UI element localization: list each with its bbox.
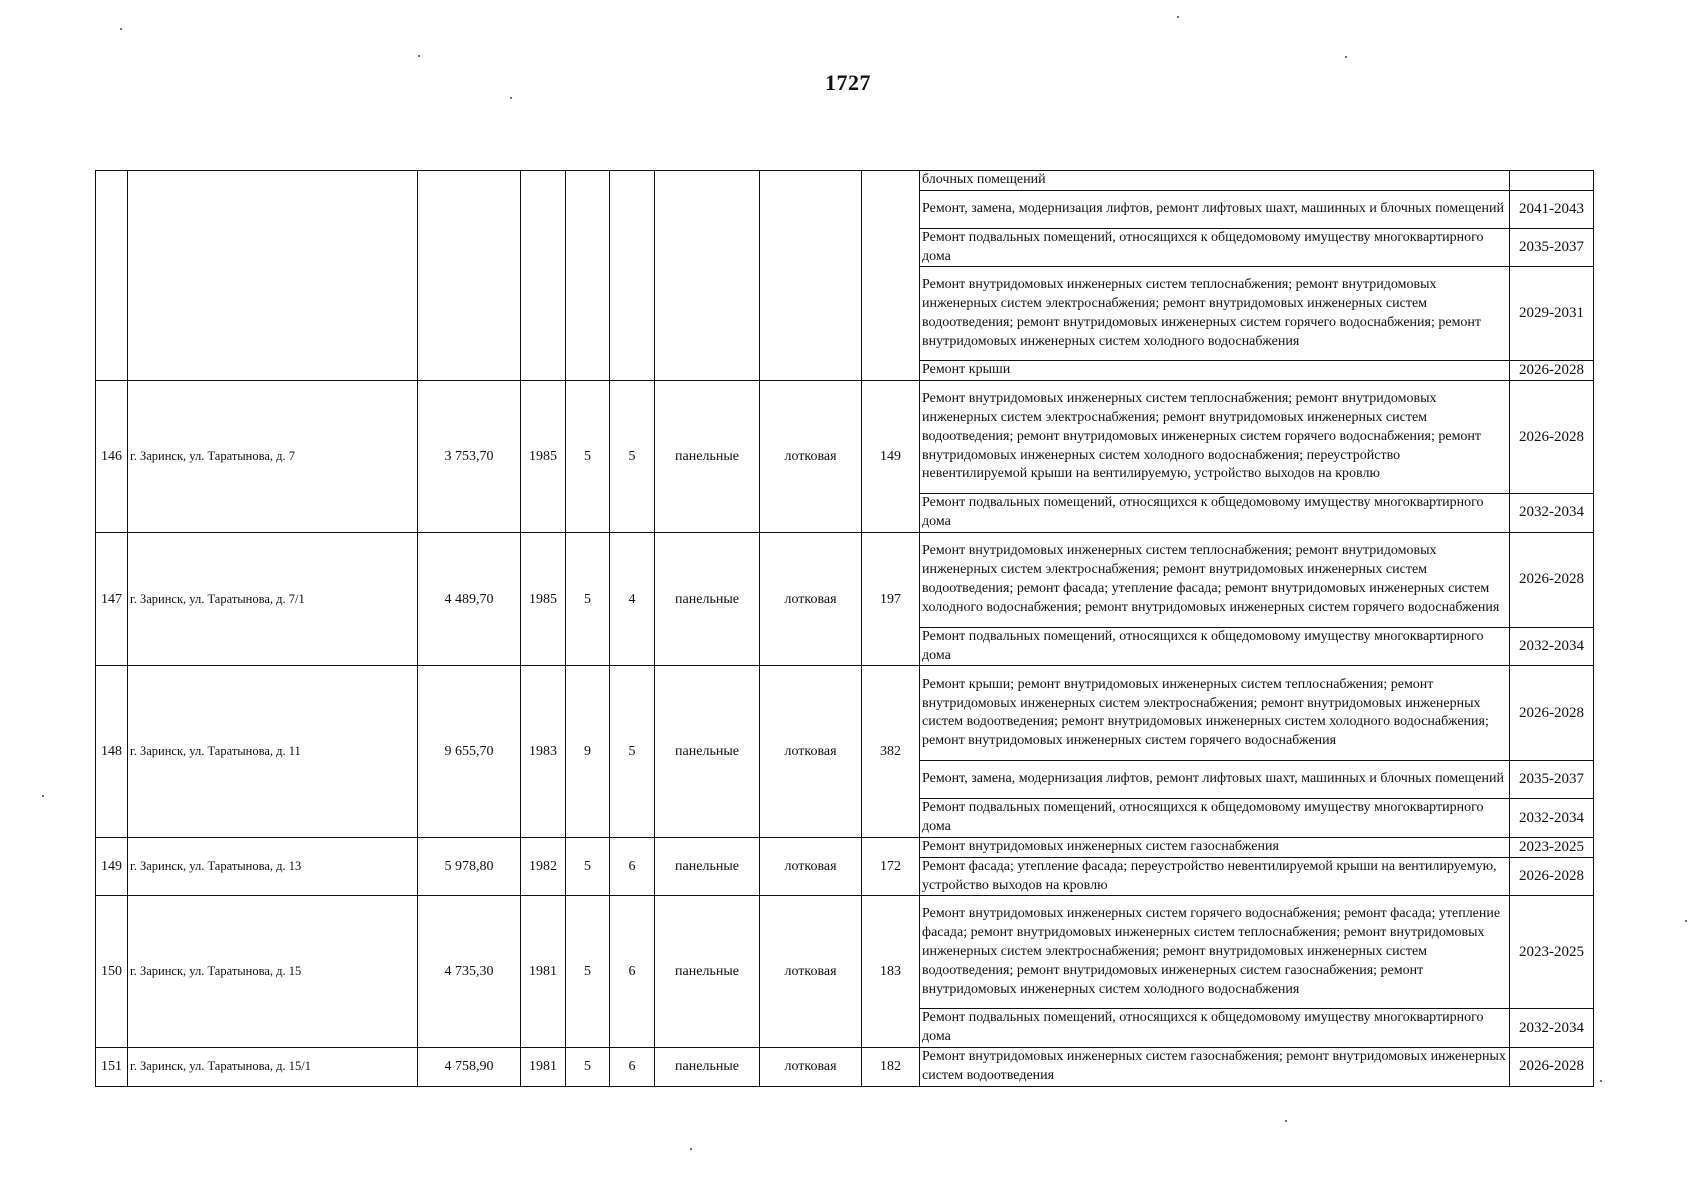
cell-walls: панельные (655, 1047, 760, 1086)
cell-year (521, 171, 566, 381)
cell-period: 2041-2043 (1510, 190, 1594, 228)
table-row (96, 381, 1594, 494)
cell-work: Ремонт внутридомовых инженерных систем теплоснабжения; ремонт внутридомовых инженерных систем электроснабжения; ремонт внутридомовых инженерных систем водоотведения; ремонт фасада; утепление фасада; ремонт внутридомовых инженерных систем холодного водоснабжения; ремонт внутридомовых инженерных систем горячего водоснабжения (920, 532, 1510, 627)
cell-address: г. Заринск, ул. Таратынова, д. 15 (128, 896, 418, 1048)
cell-num: 150 (96, 896, 128, 1048)
cell-residents: 172 (862, 837, 920, 895)
cell-work: Ремонт фасада; утепление фасада; переустройство невентилируемой крыши на вентилируемую, устройство выходов на кровлю (920, 857, 1510, 896)
cell-period: 2023-2025 (1510, 837, 1594, 857)
cell-walls: панельные (655, 381, 760, 533)
cell-entrances: 4 (610, 532, 655, 666)
table-body (96, 171, 1594, 1087)
cell-period: 2026-2028 (1510, 381, 1594, 494)
cell-entrances (610, 171, 655, 381)
cell-walls: панельные (655, 532, 760, 666)
cell-work: Ремонт внутридомовых инженерных систем теплоснабжения; ремонт внутридомовых инженерных систем электроснабжения; ремонт внутридомовых инженерных систем водоотведения; ремонт внутридомовых инженерных систем горячего водоснабжения; ремонт внутридомовых инженерных систем холодного водоснабжения; переустройство невентилируемой крыши на вентилируемую, устройство выходов на кровлю (920, 381, 1510, 494)
cell-work: Ремонт подвальных помещений, относящихся к общедомовому имуществу многоквартирного дома (920, 494, 1510, 533)
cell-year: 1981 (521, 896, 566, 1048)
cell-work: Ремонт крыши (920, 361, 1510, 381)
cell-year: 1981 (521, 1047, 566, 1086)
cell-walls: панельные (655, 666, 760, 838)
cell-roof (760, 171, 862, 381)
cell-work: Ремонт, замена, модернизация лифтов, ремонт лифтовых шахт, машинных и блочных помещений (920, 761, 1510, 799)
cell-work: Ремонт подвальных помещений, относящихся к общедомовому имуществу многоквартирного дома (920, 1009, 1510, 1048)
cell-walls (655, 171, 760, 381)
cell-num: 146 (96, 381, 128, 533)
cell-work: Ремонт, замена, модернизация лифтов, ремонт лифтовых шахт, машинных и блочных помещений (920, 190, 1510, 228)
cell-address: г. Заринск, ул. Таратынова, д. 13 (128, 837, 418, 895)
cell-address: г. Заринск, ул. Таратынова, д. 7/1 (128, 532, 418, 666)
cell-address: г. Заринск, ул. Таратынова, д. 7 (128, 381, 418, 533)
cell-work: Ремонт крыши; ремонт внутридомовых инженерных систем теплоснабжения; ремонт внутридомовых инженерных систем электроснабжения; ремонт внутридомовых инженерных систем водоотведения; ремонт внутридомовых инженерных систем холодного водоснабжения; ремонт внутридомовых инженерных систем горячего водоснабжения (920, 666, 1510, 761)
cell-floors: 9 (566, 666, 610, 838)
table-row (96, 171, 1594, 191)
cell-area: 5 978,80 (418, 837, 521, 895)
scan-speck (1600, 1080, 1602, 1082)
cell-work: блочных помещений (920, 171, 1510, 191)
cell-residents (862, 171, 920, 381)
cell-floors: 5 (566, 381, 610, 533)
cell-area: 3 753,70 (418, 381, 521, 533)
cell-area: 4 489,70 (418, 532, 521, 666)
scan-speck (1345, 56, 1347, 58)
cell-num: 148 (96, 666, 128, 838)
scan-speck (418, 55, 420, 57)
cell-area: 4 758,90 (418, 1047, 521, 1086)
cell-period: 2032-2034 (1510, 799, 1594, 838)
cell-year: 1983 (521, 666, 566, 838)
cell-period: 2026-2028 (1510, 532, 1594, 627)
cell-period (1510, 171, 1594, 191)
cell-num (96, 171, 128, 381)
cell-roof: лотковая (760, 381, 862, 533)
cell-roof: лотковая (760, 532, 862, 666)
cell-floors: 5 (566, 1047, 610, 1086)
scan-speck (510, 97, 512, 99)
cell-entrances: 6 (610, 837, 655, 895)
table-row (96, 837, 1594, 857)
table-row (96, 666, 1594, 761)
scan-speck (1177, 16, 1179, 18)
table-row (96, 1047, 1594, 1086)
cell-work: Ремонт внутридомовых инженерных систем газоснабжения; ремонт внутридомовых инженерных систем водоотведения (920, 1047, 1510, 1086)
page-number: 1727 (825, 70, 871, 95)
cell-area (418, 171, 521, 381)
cell-work: Ремонт подвальных помещений, относящихся к общедомовому имуществу многоквартирного дома (920, 228, 1510, 267)
cell-walls: панельные (655, 837, 760, 895)
cell-year: 1982 (521, 837, 566, 895)
cell-residents: 149 (862, 381, 920, 533)
scan-speck (42, 795, 44, 797)
cell-roof: лотковая (760, 896, 862, 1048)
cell-walls: панельные (655, 896, 760, 1048)
cell-period: 2026-2028 (1510, 666, 1594, 761)
cell-work: Ремонт внутридомовых инженерных систем теплоснабжения; ремонт внутридомовых инженерных систем электроснабжения; ремонт внутридомовых инженерных систем водоотведения; ремонт внутридомовых инженерных систем горячего водоснабжения; ремонт внутридомовых инженерных систем холодного водоснабжения (920, 267, 1510, 361)
capital-repair-table (95, 170, 1594, 1087)
cell-area: 9 655,70 (418, 666, 521, 838)
cell-period: 2032-2034 (1510, 494, 1594, 533)
scan-speck (1685, 920, 1687, 922)
cell-area: 4 735,30 (418, 896, 521, 1048)
cell-num: 149 (96, 837, 128, 895)
cell-floors (566, 171, 610, 381)
cell-work: Ремонт внутридомовых инженерных систем газоснабжения (920, 837, 1510, 857)
cell-period: 2035-2037 (1510, 761, 1594, 799)
cell-address: г. Заринск, ул. Таратынова, д. 15/1 (128, 1047, 418, 1086)
cell-num: 147 (96, 532, 128, 666)
cell-address: г. Заринск, ул. Таратынова, д. 11 (128, 666, 418, 838)
cell-period: 2035-2037 (1510, 228, 1594, 267)
cell-year: 1985 (521, 381, 566, 533)
cell-entrances: 5 (610, 666, 655, 838)
table-row (96, 896, 1594, 1009)
cell-residents: 382 (862, 666, 920, 838)
table-row (96, 532, 1594, 627)
cell-floors: 5 (566, 837, 610, 895)
cell-roof: лотковая (760, 666, 862, 838)
cell-roof: лотковая (760, 837, 862, 895)
cell-num: 151 (96, 1047, 128, 1086)
cell-entrances: 6 (610, 1047, 655, 1086)
cell-period: 2026-2028 (1510, 361, 1594, 381)
scan-speck (1285, 1120, 1287, 1122)
cell-period: 2032-2034 (1510, 627, 1594, 666)
cell-entrances: 6 (610, 896, 655, 1048)
scan-speck (120, 28, 122, 30)
cell-residents: 183 (862, 896, 920, 1048)
cell-period: 2029-2031 (1510, 267, 1594, 361)
cell-work: Ремонт подвальных помещений, относящихся к общедомовому имуществу многоквартирного дома (920, 799, 1510, 838)
cell-residents: 182 (862, 1047, 920, 1086)
cell-work: Ремонт подвальных помещений, относящихся к общедомовому имуществу многоквартирного дома (920, 627, 1510, 666)
cell-period: 2026-2028 (1510, 857, 1594, 896)
cell-period: 2032-2034 (1510, 1009, 1594, 1048)
cell-floors: 5 (566, 532, 610, 666)
scan-speck (690, 1148, 692, 1150)
cell-work: Ремонт внутридомовых инженерных систем горячего водоснабжения; ремонт фасада; утепление фасада; ремонт внутридомовых инженерных систем теплоснабжения; ремонт внутридомовых инженерных систем электроснабжения; ремонт внутридомовых инженерных систем водоотведения; ремонт внутридомовых инженерных систем газоснабжения; ремонт внутридомовых инженерных систем холодного водоснабжения (920, 896, 1510, 1009)
cell-roof: лотковая (760, 1047, 862, 1086)
cell-entrances: 5 (610, 381, 655, 533)
cell-year: 1985 (521, 532, 566, 666)
cell-floors: 5 (566, 896, 610, 1048)
cell-address (128, 171, 418, 381)
cell-residents: 197 (862, 532, 920, 666)
cell-period: 2026-2028 (1510, 1047, 1594, 1086)
cell-period: 2023-2025 (1510, 896, 1594, 1009)
